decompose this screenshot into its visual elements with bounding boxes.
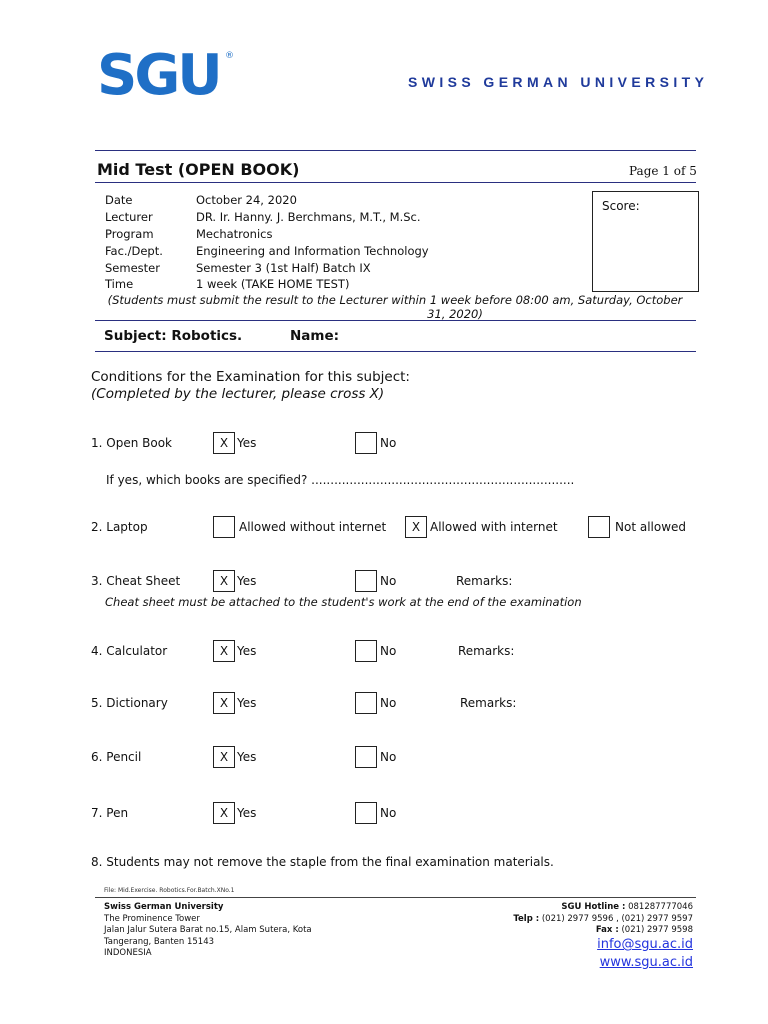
q2-label: 2. Laptop — [91, 520, 148, 534]
hotline-number: 081287777046 — [628, 902, 693, 912]
footer-rule — [95, 897, 696, 898]
q1-followup: If yes, which books are specified? ..................................................................... — [106, 473, 575, 487]
logo-text: SGU — [97, 44, 220, 100]
q5-remarks-label: Remarks: — [460, 696, 517, 710]
submission-note-line2: 31, 2020) — [427, 307, 483, 321]
footer-org: Swiss German University — [104, 902, 224, 912]
fax-number: (021) 2977 9598 — [621, 925, 693, 935]
registered-mark: ® — [225, 51, 234, 61]
subject-top-rule — [95, 320, 696, 321]
website-link[interactable]: www.sgu.ac.id — [599, 955, 693, 970]
q1-no-checkbox[interactable] — [355, 432, 377, 454]
title-bottom-rule — [95, 182, 696, 183]
q2-opt2-label: Allowed with internet — [430, 520, 558, 534]
q2-opt3-label: Not allowed — [615, 520, 687, 534]
q7-yes-label: Yes — [237, 806, 257, 820]
subject-label: Subject: Robotics. — [104, 328, 243, 344]
q5-no-checkbox[interactable] — [355, 692, 377, 714]
q7-no-label: No — [380, 806, 397, 820]
q7-no-checkbox[interactable] — [355, 802, 377, 824]
footer-address-line4: INDONESIA — [104, 948, 152, 958]
info-value-faculty: Engineering and Information Technology — [196, 244, 429, 258]
q2-opt1-checkbox[interactable] — [213, 516, 235, 538]
page-title: Mid Test (OPEN BOOK) — [97, 160, 300, 179]
q4-remarks-label: Remarks: — [458, 644, 515, 658]
footer-address-line2: Jalan Jalur Sutera Barat no.15, Alam Sutera, Kota — [104, 925, 312, 935]
q3-no-label: No — [380, 574, 397, 588]
q3-no-checkbox[interactable] — [355, 570, 377, 592]
footer-fax — [513, 925, 693, 937]
info-value-date: October 24, 2020 — [196, 193, 297, 207]
footer-address — [104, 902, 312, 960]
conditions-title: Conditions for the Examination for this subject: — [91, 369, 410, 385]
info-label-date: Date — [105, 193, 133, 207]
footer-address-line1: The Prominence Tower — [104, 913, 200, 924]
info-value-time: 1 week (TAKE HOME TEST) — [196, 277, 350, 291]
sgu-logo — [95, 44, 240, 100]
q4-label: 4. Calculator — [91, 644, 168, 658]
info-value-semester: Semester 3 (1st Half) Batch IX — [196, 261, 371, 275]
hotline-label: SGU Hotline : — [561, 902, 626, 912]
conditions-subtitle: (Completed by the lecturer, please cross X) — [91, 386, 385, 402]
name-label: Name: — [290, 328, 340, 344]
q2-opt3-checkbox[interactable] — [588, 516, 610, 538]
footer-hotline — [513, 902, 693, 914]
info-label-program: Program — [105, 227, 154, 241]
q4-yes-checkbox[interactable]: X — [213, 640, 235, 662]
info-value-program: Mechatronics — [196, 227, 273, 241]
q6-yes-label: Yes — [237, 750, 257, 764]
submission-note — [100, 293, 690, 321]
q3-yes-label: Yes — [237, 574, 257, 588]
footer-contacts — [513, 902, 693, 937]
q4-no-checkbox[interactable] — [355, 640, 377, 662]
q1-no-label: No — [380, 436, 397, 450]
subject-bottom-rule — [95, 351, 696, 352]
q3-label: 3. Cheat Sheet — [91, 574, 181, 588]
q2-opt1-label: Allowed without internet — [239, 520, 387, 534]
q4-yes-label: Yes — [237, 644, 257, 658]
q4-no-label: No — [380, 644, 397, 658]
q1-label: 1. Open Book — [91, 436, 172, 450]
q5-yes-label: Yes — [237, 696, 257, 710]
footer-address-line3: Tangerang, Banten 15143 — [104, 936, 215, 947]
info-label-lecturer: Lecturer — [105, 210, 153, 224]
page-number: Page 1 of 5 — [629, 164, 697, 178]
q1-yes-checkbox[interactable]: X — [213, 432, 235, 454]
q6-label: 6. Pencil — [91, 750, 142, 764]
q6-no-checkbox[interactable] — [355, 746, 377, 768]
telp-number: (021) 2977 9596 , (021) 2977 9597 — [541, 913, 693, 924]
q5-no-label: No — [380, 696, 397, 710]
q7-yes-checkbox[interactable]: X — [213, 802, 235, 824]
q3-yes-checkbox[interactable]: X — [213, 570, 235, 592]
q5-yes-checkbox[interactable]: X — [213, 692, 235, 714]
q1-yes-label: Yes — [237, 436, 257, 450]
q5-label: 5. Dictionary — [91, 696, 168, 710]
q2-opt2-checkbox[interactable]: X — [405, 516, 427, 538]
info-label-time: Time — [105, 277, 134, 291]
footer-file-name: File: Mid.Exercise. Robotics.For.Batch.XNo.1 — [104, 887, 235, 894]
title-top-rule — [95, 150, 696, 151]
q3-note: Cheat sheet must be attached to the student's work at the end of the examination — [105, 595, 582, 609]
info-label-faculty: Fac./Dept. — [105, 244, 163, 258]
university-name: SWISS GERMAN UNIVERSITY — [408, 74, 709, 90]
telp-label: Telp : — [513, 913, 540, 924]
q7-label: 7. Pen — [91, 806, 129, 820]
footer-telp — [513, 914, 693, 926]
q8-label: 8. Students may not remove the staple from the final examination materials. — [91, 855, 554, 869]
email-link[interactable]: info@sgu.ac.id — [597, 937, 693, 952]
fax-label: Fax : — [595, 925, 619, 935]
q6-no-label: No — [380, 750, 397, 764]
submission-note-line1: (Students must submit the result to the Lecturer within 1 week before 08:00 am, Saturday, October — [107, 293, 683, 307]
q6-yes-checkbox[interactable]: X — [213, 746, 235, 768]
score-label: Score: — [602, 199, 640, 213]
q3-remarks-label: Remarks: — [456, 574, 513, 588]
info-label-semester: Semester — [105, 261, 160, 275]
info-value-lecturer: DR. Ir. Hanny. J. Berchmans, M.T., M.Sc. — [196, 210, 421, 224]
